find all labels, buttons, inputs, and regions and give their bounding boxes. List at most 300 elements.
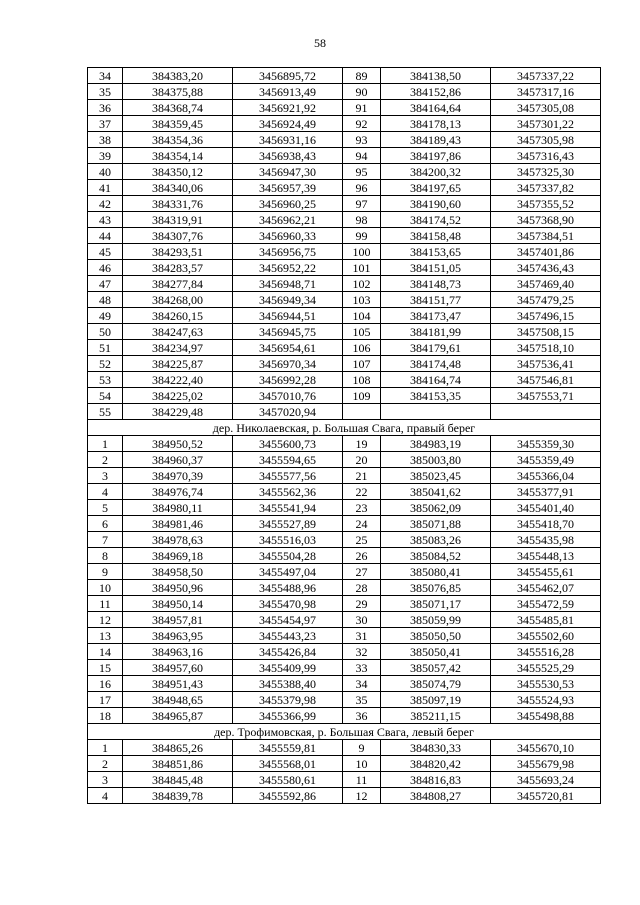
y-coordinate-cell: 3456931,16: [233, 132, 343, 148]
x-coordinate-cell: 384200,32: [381, 164, 491, 180]
y-coordinate-cell: 3456992,28: [233, 372, 343, 388]
y-coordinate-cell: 3457010,76: [233, 388, 343, 404]
point-number-cell: 33: [343, 660, 381, 676]
x-coordinate-cell: 384181,99: [381, 324, 491, 340]
point-number-cell: 91: [343, 100, 381, 116]
x-coordinate-cell: 384178,13: [381, 116, 491, 132]
x-coordinate-cell: 384319,91: [123, 212, 233, 228]
table-row: [88, 452, 601, 468]
point-number-cell: 50: [88, 324, 123, 340]
table-row: [88, 84, 601, 100]
table-row: [88, 644, 601, 660]
x-coordinate-cell: 384950,96: [123, 580, 233, 596]
x-coordinate-cell: 384179,61: [381, 340, 491, 356]
x-coordinate-cell: 384957,81: [123, 612, 233, 628]
x-coordinate-cell: 384368,74: [123, 100, 233, 116]
table-row: [88, 340, 601, 356]
x-coordinate-cell: 385084,52: [381, 548, 491, 564]
y-coordinate-cell: 3456921,92: [233, 100, 343, 116]
x-coordinate-cell: 384354,14: [123, 148, 233, 164]
point-number-cell: 106: [343, 340, 381, 356]
y-coordinate-cell: 3457469,40: [491, 276, 601, 292]
point-number-cell: 46: [88, 260, 123, 276]
point-number-cell: 104: [343, 308, 381, 324]
x-coordinate-cell: 384359,45: [123, 116, 233, 132]
y-coordinate-cell: 3457553,71: [491, 388, 601, 404]
point-number-cell: 48: [88, 292, 123, 308]
y-coordinate-cell: 3457355,52: [491, 196, 601, 212]
x-coordinate-cell: 384969,18: [123, 548, 233, 564]
x-coordinate-cell: 384340,06: [123, 180, 233, 196]
x-coordinate-cell: 384189,43: [381, 132, 491, 148]
point-number-cell: 49: [88, 308, 123, 324]
y-coordinate-cell: 3456945,75: [233, 324, 343, 340]
y-coordinate-cell: 3455541,94: [233, 500, 343, 516]
y-coordinate-cell: 3455527,89: [233, 516, 343, 532]
y-coordinate-cell: 3455359,30: [491, 436, 601, 452]
y-coordinate-cell: 3457536,41: [491, 356, 601, 372]
table-row: [88, 532, 601, 548]
x-coordinate-cell: 385211,15: [381, 708, 491, 724]
point-number-cell: 101: [343, 260, 381, 276]
point-number-cell: 38: [88, 132, 123, 148]
point-number-cell: 25: [343, 532, 381, 548]
point-number-cell: 11: [343, 772, 381, 788]
x-coordinate-cell: 384164,74: [381, 372, 491, 388]
x-coordinate-cell: 385071,88: [381, 516, 491, 532]
x-coordinate-cell: 385059,99: [381, 612, 491, 628]
x-coordinate-cell: 384820,42: [381, 756, 491, 772]
point-number-cell: 10: [88, 580, 123, 596]
point-number-cell: 12: [343, 788, 381, 804]
y-coordinate-cell: 3457518,10: [491, 340, 601, 356]
point-number-cell: 4: [88, 484, 123, 500]
y-coordinate-cell: 3457305,08: [491, 100, 601, 116]
point-number-cell: 97: [343, 196, 381, 212]
y-coordinate-cell: 3455568,01: [233, 756, 343, 772]
table-row: [88, 708, 601, 724]
y-coordinate-cell: 3456924,49: [233, 116, 343, 132]
point-number-cell: 55: [88, 404, 123, 420]
page-number: 58: [314, 36, 326, 50]
y-coordinate-cell: 3457337,22: [491, 68, 601, 84]
y-coordinate-cell: 3457479,25: [491, 292, 601, 308]
x-coordinate-cell: 385076,85: [381, 580, 491, 596]
y-coordinate-cell: 3457496,15: [491, 308, 601, 324]
point-number-cell: 52: [88, 356, 123, 372]
y-coordinate-cell: 3455377,91: [491, 484, 601, 500]
table-row: [88, 180, 601, 196]
y-coordinate-cell: 3455516,03: [233, 532, 343, 548]
y-coordinate-cell: 3455693,24: [491, 772, 601, 788]
x-coordinate-cell: 385003,80: [381, 452, 491, 468]
y-coordinate-cell: 3455498,88: [491, 708, 601, 724]
x-coordinate-cell: 385062,09: [381, 500, 491, 516]
table-row: [88, 148, 601, 164]
y-coordinate-cell: 3455443,23: [233, 628, 343, 644]
point-number-cell: 2: [88, 756, 123, 772]
y-coordinate-cell: 3457325,30: [491, 164, 601, 180]
x-coordinate-cell: 384174,52: [381, 212, 491, 228]
x-coordinate-cell: 384981,46: [123, 516, 233, 532]
x-coordinate-cell: 384951,43: [123, 676, 233, 692]
point-number-cell: [343, 404, 381, 420]
y-coordinate-cell: 3455470,98: [233, 596, 343, 612]
x-coordinate-cell: 384151,77: [381, 292, 491, 308]
y-coordinate-cell: 3455562,36: [233, 484, 343, 500]
x-coordinate-cell: 385083,26: [381, 532, 491, 548]
x-coordinate-cell: 384148,73: [381, 276, 491, 292]
y-coordinate-cell: 3457305,98: [491, 132, 601, 148]
point-number-cell: 95: [343, 164, 381, 180]
y-coordinate-cell: 3455502,60: [491, 628, 601, 644]
point-number-cell: 11: [88, 596, 123, 612]
y-coordinate-cell: 3455426,84: [233, 644, 343, 660]
y-coordinate-cell: 3455485,81: [491, 612, 601, 628]
table-row: [88, 164, 601, 180]
point-number-cell: 47: [88, 276, 123, 292]
coordinates-table: [87, 67, 601, 804]
table-row: [88, 68, 601, 84]
y-coordinate-cell: 3455720,81: [491, 788, 601, 804]
point-number-cell: 29: [343, 596, 381, 612]
point-number-cell: 109: [343, 388, 381, 404]
point-number-cell: 44: [88, 228, 123, 244]
point-number-cell: 14: [88, 644, 123, 660]
x-coordinate-cell: 384268,00: [123, 292, 233, 308]
point-number-cell: 9: [88, 564, 123, 580]
x-coordinate-cell: 384138,50: [381, 68, 491, 84]
point-number-cell: 20: [343, 452, 381, 468]
y-coordinate-cell: 3457020,94: [233, 404, 343, 420]
x-coordinate-cell: 384865,26: [123, 740, 233, 756]
x-coordinate-cell: [381, 404, 491, 420]
y-coordinate-cell: 3457508,15: [491, 324, 601, 340]
y-coordinate-cell: 3455670,10: [491, 740, 601, 756]
x-coordinate-cell: 384845,48: [123, 772, 233, 788]
y-coordinate-cell: 3455448,13: [491, 548, 601, 564]
table-row: [88, 548, 601, 564]
table-row: [88, 276, 601, 292]
point-number-cell: 90: [343, 84, 381, 100]
y-coordinate-cell: 3455366,04: [491, 468, 601, 484]
x-coordinate-cell: 384234,97: [123, 340, 233, 356]
point-number-cell: 23: [343, 500, 381, 516]
table-row: [88, 404, 601, 420]
table-row: [88, 660, 601, 676]
x-coordinate-cell: 385041,62: [381, 484, 491, 500]
y-coordinate-cell: 3455472,59: [491, 596, 601, 612]
point-number-cell: 36: [343, 708, 381, 724]
point-number-cell: 89: [343, 68, 381, 84]
y-coordinate-cell: 3455401,40: [491, 500, 601, 516]
x-coordinate-cell: 384960,37: [123, 452, 233, 468]
x-coordinate-cell: 384375,88: [123, 84, 233, 100]
section-header-row: [88, 724, 601, 740]
table-row: [88, 596, 601, 612]
y-coordinate-cell: 3455409,99: [233, 660, 343, 676]
x-coordinate-cell: 385050,41: [381, 644, 491, 660]
point-number-cell: 35: [88, 84, 123, 100]
point-number-cell: 9: [343, 740, 381, 756]
table-row: [88, 372, 601, 388]
point-number-cell: 28: [343, 580, 381, 596]
x-coordinate-cell: 384839,78: [123, 788, 233, 804]
y-coordinate-cell: 3457337,82: [491, 180, 601, 196]
x-coordinate-cell: 384950,14: [123, 596, 233, 612]
y-coordinate-cell: 3456962,21: [233, 212, 343, 228]
table-row: [88, 292, 601, 308]
x-coordinate-cell: 384383,20: [123, 68, 233, 84]
x-coordinate-cell: 384277,84: [123, 276, 233, 292]
point-number-cell: 99: [343, 228, 381, 244]
table-row: [88, 228, 601, 244]
point-number-cell: 5: [88, 500, 123, 516]
x-coordinate-cell: 384293,51: [123, 244, 233, 260]
x-coordinate-cell: 384983,19: [381, 436, 491, 452]
x-coordinate-cell: 385074,79: [381, 676, 491, 692]
x-coordinate-cell: 384225,02: [123, 388, 233, 404]
x-coordinate-cell: 384976,74: [123, 484, 233, 500]
table-row: [88, 116, 601, 132]
y-coordinate-cell: 3455359,49: [491, 452, 601, 468]
y-coordinate-cell: 3456970,34: [233, 356, 343, 372]
x-coordinate-cell: 385023,45: [381, 468, 491, 484]
table-row: [88, 356, 601, 372]
point-number-cell: 19: [343, 436, 381, 452]
table-row: [88, 756, 601, 772]
table-row: [88, 244, 601, 260]
y-coordinate-cell: 3455525,29: [491, 660, 601, 676]
y-coordinate-cell: 3455516,28: [491, 644, 601, 660]
table-row: [88, 500, 601, 516]
y-coordinate-cell: 3456956,75: [233, 244, 343, 260]
y-coordinate-cell: 3455679,98: [491, 756, 601, 772]
point-number-cell: 1: [88, 436, 123, 452]
table-row: [88, 260, 601, 276]
table-row: [88, 436, 601, 452]
table-row: [88, 132, 601, 148]
x-coordinate-cell: 384957,60: [123, 660, 233, 676]
x-coordinate-cell: 384948,65: [123, 692, 233, 708]
x-coordinate-cell: 384229,48: [123, 404, 233, 420]
x-coordinate-cell: 384950,52: [123, 436, 233, 452]
table-row: [88, 676, 601, 692]
point-number-cell: 2: [88, 452, 123, 468]
y-coordinate-cell: 3456960,25: [233, 196, 343, 212]
point-number-cell: 3: [88, 468, 123, 484]
y-coordinate-cell: 3456960,33: [233, 228, 343, 244]
x-coordinate-cell: 384851,86: [123, 756, 233, 772]
section-title: дер. Трофимовская, р. Большая Свага, левый берег: [88, 724, 601, 740]
point-number-cell: 12: [88, 612, 123, 628]
table-row: [88, 308, 601, 324]
x-coordinate-cell: 384197,86: [381, 148, 491, 164]
table-row: [88, 324, 601, 340]
point-number-cell: 107: [343, 356, 381, 372]
point-number-cell: 24: [343, 516, 381, 532]
x-coordinate-cell: 384225,87: [123, 356, 233, 372]
x-coordinate-cell: 384158,48: [381, 228, 491, 244]
y-coordinate-cell: 3455388,40: [233, 676, 343, 692]
x-coordinate-cell: 384283,57: [123, 260, 233, 276]
point-number-cell: 31: [343, 628, 381, 644]
point-number-cell: 18: [88, 708, 123, 724]
y-coordinate-cell: 3457368,90: [491, 212, 601, 228]
y-coordinate-cell: 3456944,51: [233, 308, 343, 324]
y-coordinate-cell: 3455530,53: [491, 676, 601, 692]
point-number-cell: 40: [88, 164, 123, 180]
point-number-cell: 51: [88, 340, 123, 356]
point-number-cell: 34: [343, 676, 381, 692]
y-coordinate-cell: 3455524,93: [491, 692, 601, 708]
point-number-cell: 37: [88, 116, 123, 132]
x-coordinate-cell: 385071,17: [381, 596, 491, 612]
y-coordinate-cell: 3455580,61: [233, 772, 343, 788]
x-coordinate-cell: 384970,39: [123, 468, 233, 484]
point-number-cell: 4: [88, 788, 123, 804]
point-number-cell: 41: [88, 180, 123, 196]
x-coordinate-cell: 384197,65: [381, 180, 491, 196]
y-coordinate-cell: 3457401,86: [491, 244, 601, 260]
point-number-cell: 13: [88, 628, 123, 644]
x-coordinate-cell: 384980,11: [123, 500, 233, 516]
point-number-cell: 7: [88, 532, 123, 548]
point-number-cell: 22: [343, 484, 381, 500]
y-coordinate-cell: 3456947,30: [233, 164, 343, 180]
point-number-cell: 27: [343, 564, 381, 580]
table-row: [88, 212, 601, 228]
y-coordinate-cell: [491, 404, 601, 420]
x-coordinate-cell: 384153,35: [381, 388, 491, 404]
section-header-row: [88, 420, 601, 436]
point-number-cell: 108: [343, 372, 381, 388]
x-coordinate-cell: 384978,63: [123, 532, 233, 548]
point-number-cell: 103: [343, 292, 381, 308]
point-number-cell: 21: [343, 468, 381, 484]
y-coordinate-cell: 3457317,16: [491, 84, 601, 100]
x-coordinate-cell: 384247,63: [123, 324, 233, 340]
y-coordinate-cell: 3455418,70: [491, 516, 601, 532]
y-coordinate-cell: 3455454,97: [233, 612, 343, 628]
y-coordinate-cell: 3456952,22: [233, 260, 343, 276]
y-coordinate-cell: 3457436,43: [491, 260, 601, 276]
x-coordinate-cell: 385080,41: [381, 564, 491, 580]
y-coordinate-cell: 3455435,98: [491, 532, 601, 548]
y-coordinate-cell: 3455497,04: [233, 564, 343, 580]
point-number-cell: 39: [88, 148, 123, 164]
x-coordinate-cell: 384164,64: [381, 100, 491, 116]
point-number-cell: 105: [343, 324, 381, 340]
y-coordinate-cell: 3455366,99: [233, 708, 343, 724]
x-coordinate-cell: 384260,15: [123, 308, 233, 324]
point-number-cell: 6: [88, 516, 123, 532]
point-number-cell: 15: [88, 660, 123, 676]
point-number-cell: 1: [88, 740, 123, 756]
y-coordinate-cell: 3455488,96: [233, 580, 343, 596]
x-coordinate-cell: 384151,05: [381, 260, 491, 276]
y-coordinate-cell: 3456957,39: [233, 180, 343, 196]
y-coordinate-cell: 3457384,51: [491, 228, 601, 244]
point-number-cell: 93: [343, 132, 381, 148]
y-coordinate-cell: 3456913,49: [233, 84, 343, 100]
point-number-cell: 30: [343, 612, 381, 628]
x-coordinate-cell: 384963,16: [123, 644, 233, 660]
point-number-cell: 10: [343, 756, 381, 772]
point-number-cell: 35: [343, 692, 381, 708]
y-coordinate-cell: 3455577,56: [233, 468, 343, 484]
point-number-cell: 17: [88, 692, 123, 708]
coordinates-table-body: [88, 68, 601, 804]
x-coordinate-cell: 384830,33: [381, 740, 491, 756]
point-number-cell: 43: [88, 212, 123, 228]
y-coordinate-cell: 3456949,34: [233, 292, 343, 308]
table-row: [88, 628, 601, 644]
x-coordinate-cell: 385097,19: [381, 692, 491, 708]
table-row: [88, 772, 601, 788]
y-coordinate-cell: 3457301,22: [491, 116, 601, 132]
point-number-cell: 32: [343, 644, 381, 660]
x-coordinate-cell: 384350,12: [123, 164, 233, 180]
x-coordinate-cell: 384965,87: [123, 708, 233, 724]
y-coordinate-cell: 3455455,61: [491, 564, 601, 580]
y-coordinate-cell: 3455600,73: [233, 436, 343, 452]
table-row: [88, 788, 601, 804]
x-coordinate-cell: 384354,36: [123, 132, 233, 148]
table-row: [88, 692, 601, 708]
y-coordinate-cell: 3457316,43: [491, 148, 601, 164]
table-row: [88, 196, 601, 212]
point-number-cell: 16: [88, 676, 123, 692]
x-coordinate-cell: 384958,50: [123, 564, 233, 580]
table-row: [88, 564, 601, 580]
y-coordinate-cell: 3456938,43: [233, 148, 343, 164]
y-coordinate-cell: 3455504,28: [233, 548, 343, 564]
point-number-cell: 92: [343, 116, 381, 132]
point-number-cell: 42: [88, 196, 123, 212]
x-coordinate-cell: 384174,48: [381, 356, 491, 372]
x-coordinate-cell: 384152,86: [381, 84, 491, 100]
point-number-cell: 3: [88, 772, 123, 788]
x-coordinate-cell: 384816,83: [381, 772, 491, 788]
y-coordinate-cell: 3456948,71: [233, 276, 343, 292]
table-row: [88, 580, 601, 596]
table-row: [88, 740, 601, 756]
y-coordinate-cell: 3455594,65: [233, 452, 343, 468]
point-number-cell: 34: [88, 68, 123, 84]
y-coordinate-cell: 3456954,61: [233, 340, 343, 356]
point-number-cell: 53: [88, 372, 123, 388]
point-number-cell: 100: [343, 244, 381, 260]
x-coordinate-cell: 384153,65: [381, 244, 491, 260]
table-row: [88, 388, 601, 404]
point-number-cell: 94: [343, 148, 381, 164]
point-number-cell: 96: [343, 180, 381, 196]
x-coordinate-cell: 384173,47: [381, 308, 491, 324]
point-number-cell: 45: [88, 244, 123, 260]
y-coordinate-cell: 3456895,72: [233, 68, 343, 84]
x-coordinate-cell: 384963,95: [123, 628, 233, 644]
table-row: [88, 468, 601, 484]
table-row: [88, 484, 601, 500]
point-number-cell: 54: [88, 388, 123, 404]
point-number-cell: 102: [343, 276, 381, 292]
section-title: дер. Николаевская, р. Большая Свага, правый берег: [88, 420, 601, 436]
point-number-cell: 98: [343, 212, 381, 228]
x-coordinate-cell: 384808,27: [381, 788, 491, 804]
table-row: [88, 100, 601, 116]
table-row: [88, 516, 601, 532]
